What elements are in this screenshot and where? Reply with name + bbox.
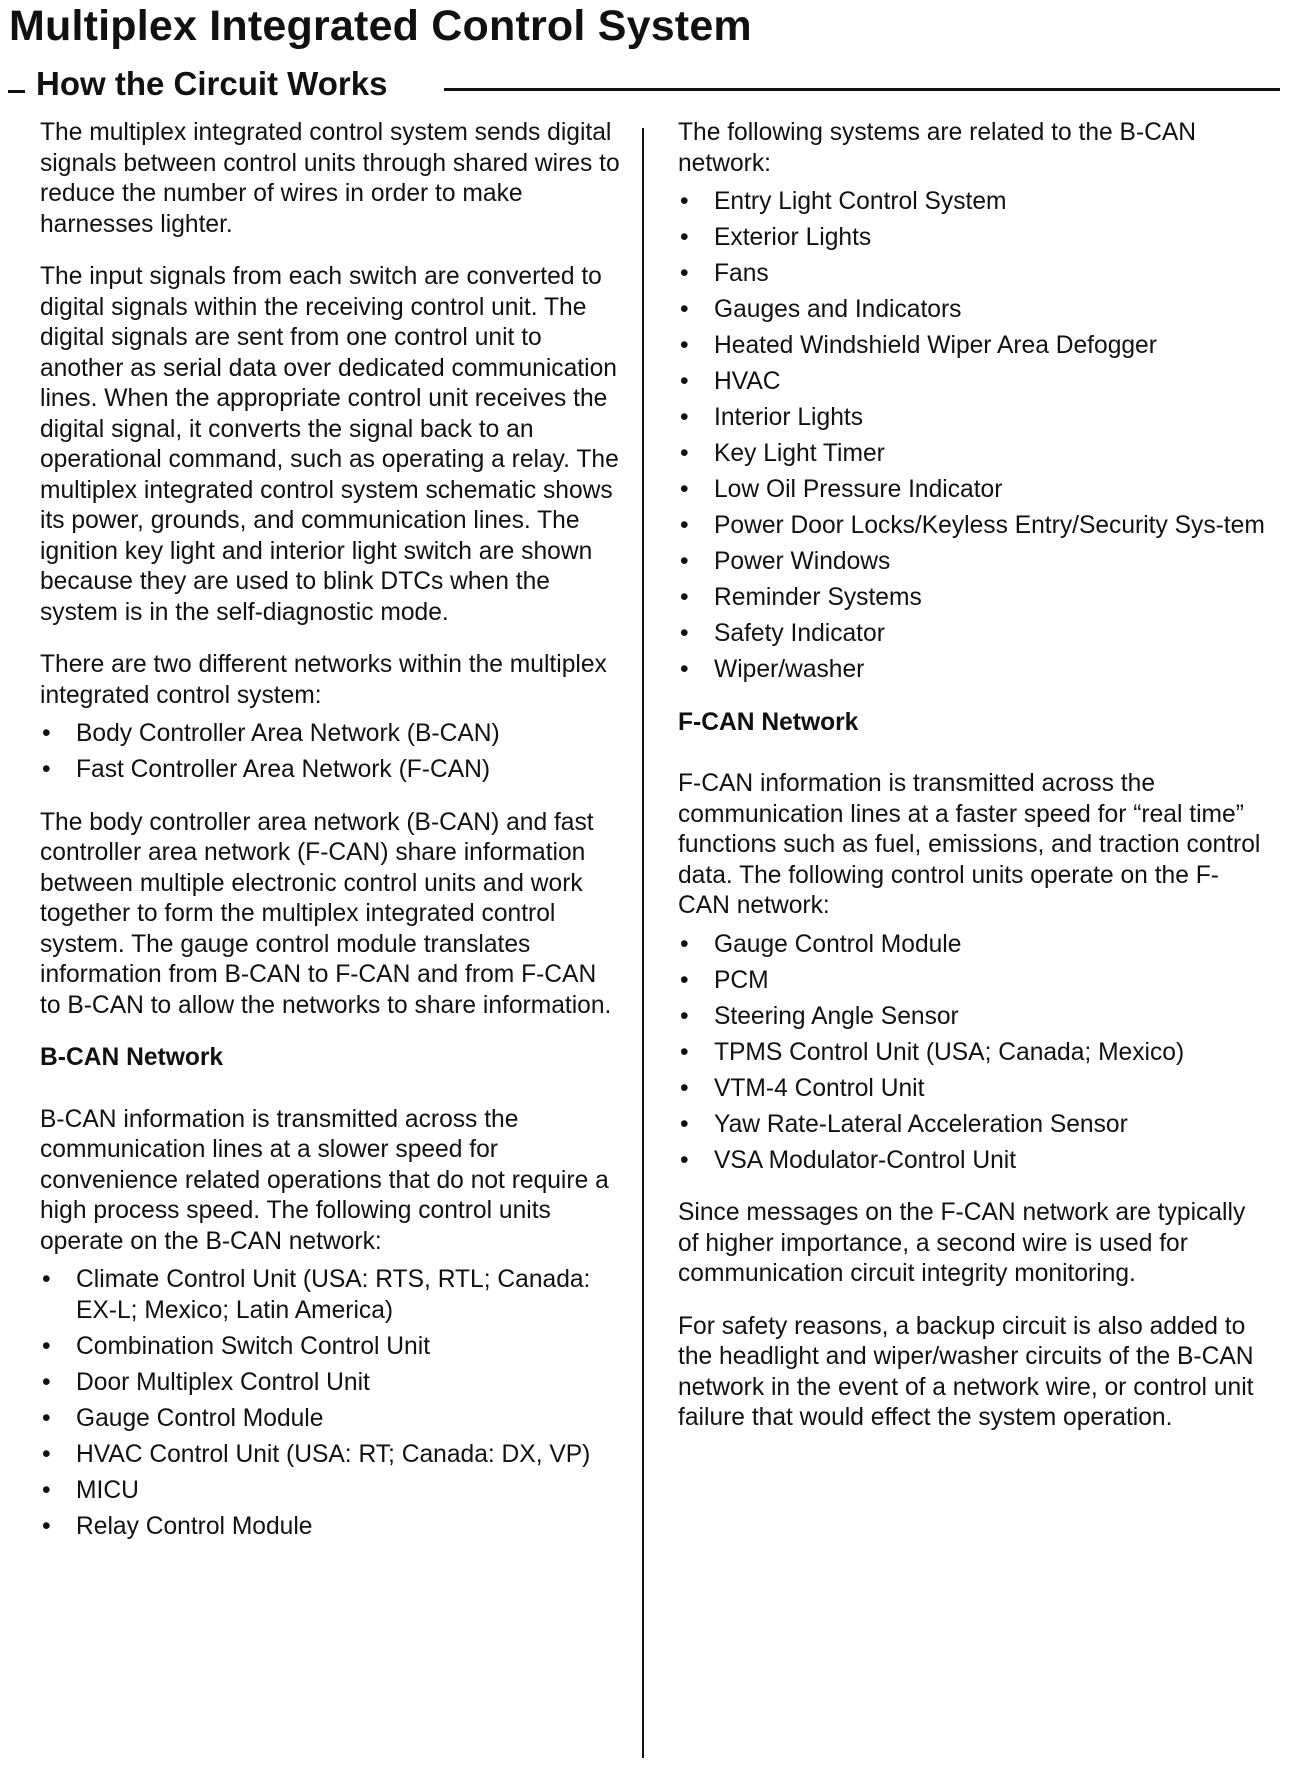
horizontal-rule	[444, 88, 1280, 91]
list-item-text: Interior Lights	[714, 404, 864, 431]
fcan-paragraph: F-CAN information is transmitted across the communication lines at a faster speed for “real time” functions such as fuel, emissions, and traction control data. The following control units operate on the F-CAN network:	[678, 770, 1261, 919]
backup-paragraph: For safety reasons, a backup circuit is also added to the headlight and wiper/washer circuits of the B-CAN network in the event of a network wire, or control unit failure that would effect the system operation.	[678, 1312, 1254, 1431]
list-item-text: Combination Switch Control Unit	[76, 1332, 431, 1360]
list-item-text: Gauges and Indicators	[714, 296, 962, 323]
importance-paragraph: Since messages on the F-CAN network are typically of higher importance, a second wire is used for communication circuit integrity monitoring.	[678, 1199, 1246, 1287]
list-item	[678, 439, 1268, 470]
list-item	[678, 1074, 1268, 1105]
bullet-icon: •	[42, 1476, 51, 1504]
list-item-text: Climate Control Unit (USA: RTS, RTL; Canada: EX-L; Mexico; Latin America)	[76, 1266, 591, 1324]
signals-paragraph: The input signals from each switch are converted to digital signals within the receiving control unit. The digital signals are sent from one control unit to another as serial data over dedicated communication lines. When the appropriate control unit receives the digital signal, it converts the signal back to an operational command, such as operating a relay. The multiplex integrated control system schematic shows its power, grounds, and communication lines. The ignition key light and interior light switch are shown because they are used to blink DTCs when the system is in the self-diagnostic mode.	[40, 263, 619, 626]
bullet-icon: •	[42, 1512, 51, 1540]
list-item	[40, 1476, 620, 1507]
list-item	[678, 295, 1268, 326]
bullet-icon: •	[680, 512, 689, 539]
networks-list	[40, 719, 620, 786]
bullet-icon: •	[42, 1266, 51, 1293]
intro-paragraph: The multiplex integrated control system sends digital signals between control units through shared wires to reduce the number of wires in order to make harnesses lighter.	[40, 119, 620, 238]
bcan-units-list	[40, 1265, 620, 1542]
list-item-text: Fast Controller Area Network (F-CAN)	[76, 756, 491, 783]
list-item	[40, 1440, 620, 1471]
list-item	[678, 331, 1268, 362]
list-item	[678, 223, 1268, 254]
list-item-text: VTM-4 Control Unit	[714, 1074, 925, 1102]
list-item-text: Power Windows	[714, 548, 891, 575]
list-item	[40, 755, 620, 786]
bullet-icon: •	[680, 1038, 689, 1066]
systems-intro: The following systems are related to the B-CAN network:	[678, 119, 1197, 177]
list-item-text: VSA Modulator-Control Unit	[714, 1146, 1017, 1174]
list-item	[40, 1404, 620, 1435]
bullet-icon: •	[680, 404, 689, 431]
list-item	[678, 187, 1268, 218]
fcan-units-list	[678, 930, 1268, 1177]
list-item-text: Low Oil Pressure Indicator	[714, 476, 1003, 503]
bcan-paragraph: B-CAN information is transmitted across the communication lines at a slower speed for convenience related operations that do not require a high process speed. The following control units operate on the B-CAN network:	[40, 1105, 609, 1255]
list-item-text: Key Light Timer	[714, 440, 885, 467]
bullet-icon: •	[680, 224, 689, 251]
list-item	[678, 511, 1268, 542]
section-subtitle: How the Circuit Works	[36, 65, 388, 102]
page-title: Multiplex Integrated Control System	[9, 2, 752, 50]
list-item-text: Entry Light Control System	[714, 188, 1007, 215]
list-item	[678, 583, 1268, 614]
list-item	[678, 655, 1268, 686]
fcan-heading: F-CAN Network	[678, 708, 859, 736]
list-item-text: Gauge Control Module	[714, 930, 962, 958]
list-item-text: PCM	[714, 966, 769, 994]
bullet-icon: •	[680, 332, 689, 359]
bullet-icon: •	[42, 720, 51, 747]
bullet-icon: •	[42, 1368, 51, 1396]
list-item	[678, 547, 1268, 578]
bullet-icon: •	[680, 1074, 689, 1102]
list-item	[40, 1512, 620, 1543]
list-item	[678, 259, 1268, 290]
bullet-icon: •	[680, 656, 689, 683]
list-item-text: Wiper/washer	[714, 656, 865, 683]
list-item-text: Steering Angle Sensor	[714, 1002, 959, 1030]
list-item-text: Body Controller Area Network (B-CAN)	[76, 720, 500, 747]
list-item-text: Gauge Control Module	[76, 1404, 324, 1432]
list-item	[678, 1146, 1268, 1177]
list-item-text: Relay Control Module	[76, 1512, 313, 1540]
bullet-icon: •	[42, 1404, 51, 1432]
list-item	[678, 1110, 1268, 1141]
subtitle-dash	[8, 90, 25, 93]
list-item-text: Exterior Lights	[714, 224, 872, 251]
section-header	[8, 62, 1280, 102]
bullet-icon: •	[42, 756, 51, 783]
list-item-text: Fans	[714, 260, 769, 287]
list-item	[678, 619, 1268, 650]
list-item	[40, 1332, 620, 1363]
list-item-text: HVAC	[714, 368, 781, 395]
bullet-icon: •	[680, 188, 689, 215]
bullet-icon: •	[680, 296, 689, 323]
list-item	[40, 719, 620, 750]
bullet-icon: •	[680, 1110, 689, 1138]
list-item	[678, 966, 1268, 997]
list-item-text: Heated Windshield Wiper Area Defogger	[714, 332, 1157, 359]
list-item	[678, 475, 1268, 506]
bullet-icon: •	[680, 260, 689, 287]
bullet-icon: •	[680, 1002, 689, 1030]
list-item	[678, 930, 1268, 961]
left-column	[40, 118, 620, 1564]
list-item	[678, 403, 1268, 434]
bullet-icon: •	[680, 966, 689, 994]
list-item-text: HVAC Control Unit (USA: RT; Canada: DX, VP)	[76, 1440, 591, 1468]
list-item-text: Reminder Systems	[714, 584, 922, 611]
list-item-text: MICU	[76, 1476, 139, 1504]
list-item	[40, 1368, 620, 1399]
bullet-icon: •	[680, 584, 689, 611]
right-column	[678, 118, 1268, 1456]
list-item	[678, 367, 1268, 398]
bullet-icon: •	[680, 930, 689, 958]
bullet-icon: •	[680, 548, 689, 575]
column-divider	[642, 128, 644, 1758]
bcan-systems-list	[678, 187, 1268, 686]
bcan-heading: B-CAN Network	[40, 1044, 224, 1071]
list-item-text: Safety Indicator	[714, 620, 885, 647]
list-item	[678, 1002, 1268, 1033]
bullet-icon: •	[680, 476, 689, 503]
bullet-icon: •	[42, 1440, 51, 1468]
bullet-icon: •	[42, 1332, 51, 1360]
list-item-text: Yaw Rate-Lateral Acceleration Sensor	[714, 1110, 1128, 1138]
bullet-icon: •	[680, 368, 689, 395]
list-item-text: Door Multiplex Control Unit	[76, 1368, 370, 1396]
networks-intro: There are two different networks within the multiplex integrated control system:	[40, 651, 607, 709]
bullet-icon: •	[680, 440, 689, 467]
bullet-icon: •	[680, 1146, 689, 1174]
list-item	[40, 1265, 620, 1326]
list-item-text: Power Door Locks/Keyless Entry/Security Sys-tem	[714, 512, 1265, 539]
list-item-text: TPMS Control Unit (USA; Canada; Mexico)	[714, 1038, 1185, 1066]
share-paragraph: The body controller area network (B-CAN) and fast controller area network (F-CAN) share information between multiple electronic control units and work together to form the multiplex integrated control system. The gauge control module translates information from B-CAN to F-CAN and from F-CAN to B-CAN to allow the networks to share information.	[40, 808, 612, 1019]
list-item	[678, 1038, 1268, 1069]
bullet-icon: •	[680, 620, 689, 647]
